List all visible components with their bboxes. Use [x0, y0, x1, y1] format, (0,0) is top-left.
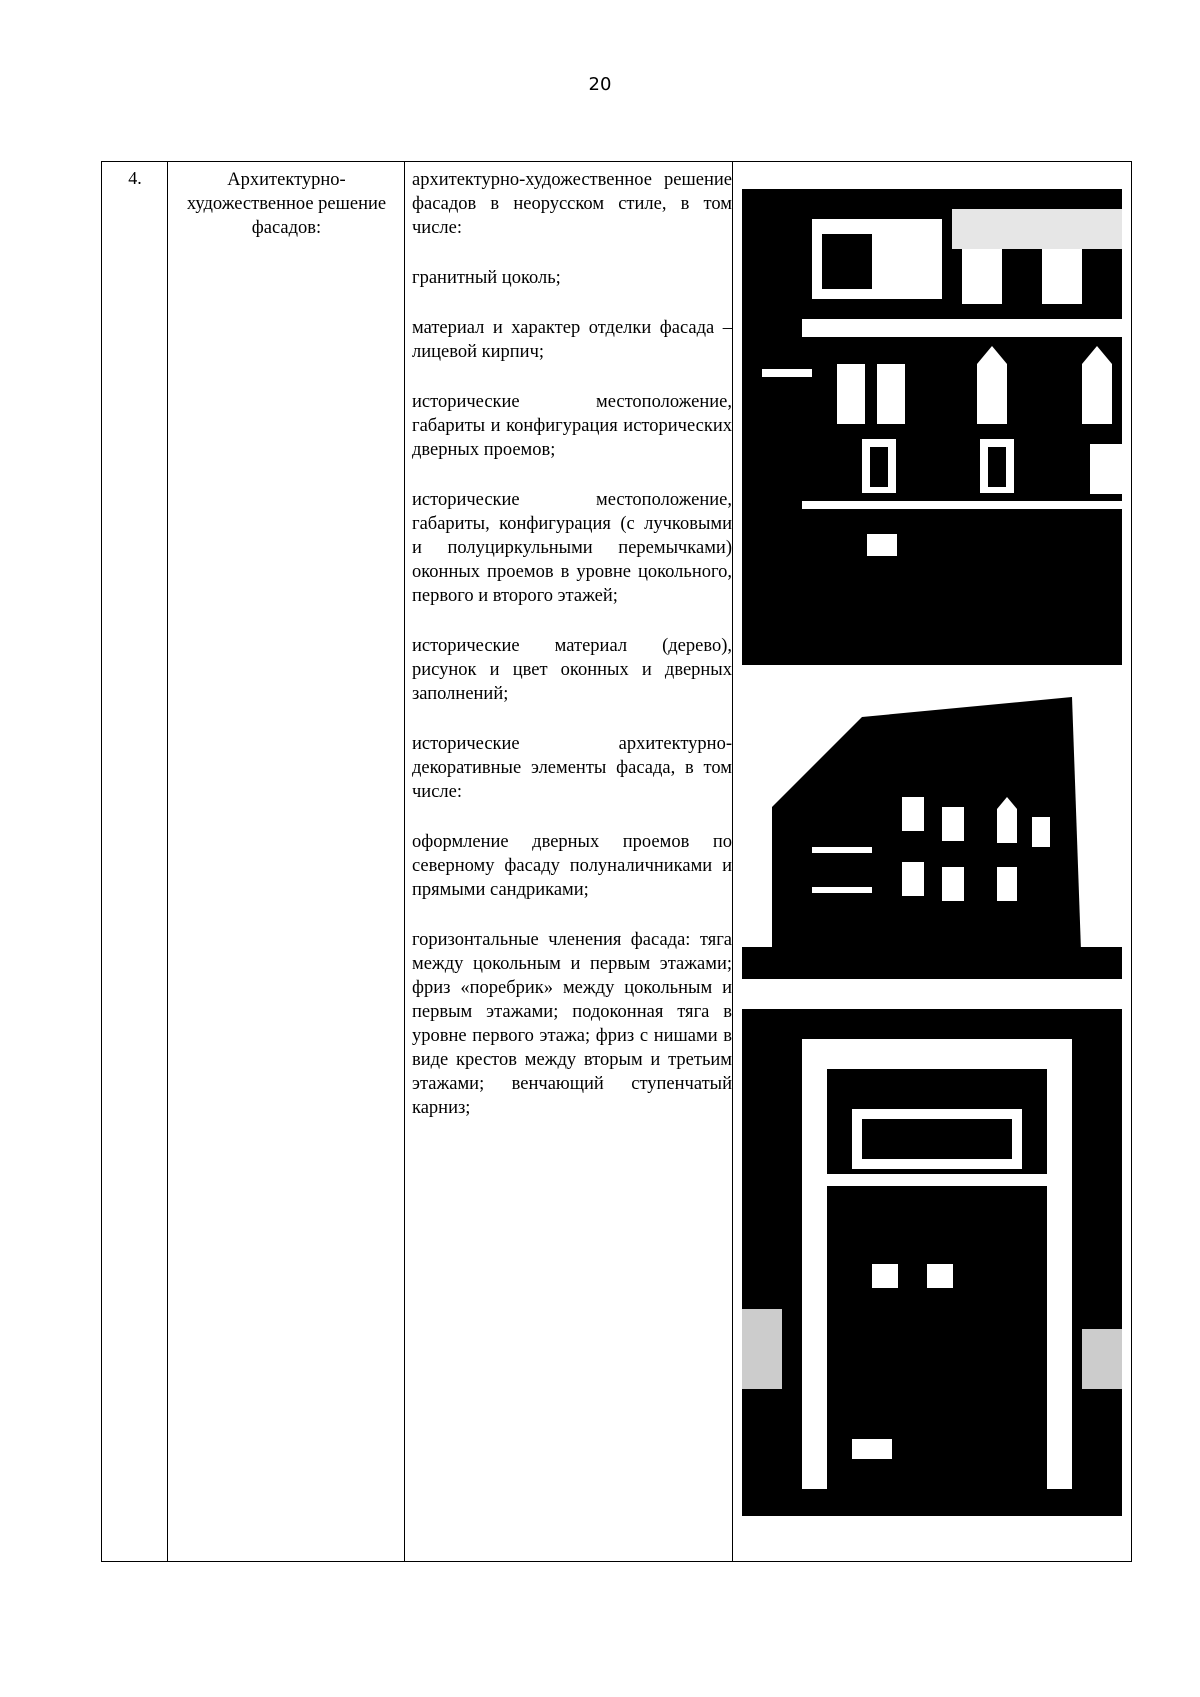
doorway-photo	[742, 1009, 1122, 1516]
row-title: Архитектурно-художественное решение фасадов:	[186, 170, 387, 238]
paragraph-8: оформление дверных проемов по северному фасаду полуналичниками и прямыми сандриками;	[412, 832, 732, 900]
column-divider-2	[404, 162, 405, 1561]
paragraph-1: архитектурно-художественное решение фасадов в неорусском стиле, в том числе:	[412, 170, 732, 238]
paragraph-7: исторические архитектурно-декоративные элементы фасада, в том числе:	[412, 734, 732, 802]
column-divider-3	[732, 162, 733, 1561]
column-divider-1	[167, 162, 168, 1561]
paragraph-4: исторические местоположение, габариты и конфигурация исторических дверных проемов;	[412, 392, 732, 460]
row-number: 4.	[128, 168, 142, 188]
description-cell	[412, 168, 732, 1146]
paragraph-6: исторические материал (дерево), рисунок и цвет оконных и дверных заполнений;	[412, 636, 732, 704]
paragraph-5: исторические местоположение, габариты, конфигурация (с лучковыми и полуциркульными перемычками) оконных проемов в уровне цокольного, первого и второго этажей;	[412, 490, 732, 606]
facade-photo-2	[742, 697, 1122, 979]
heritage-table	[101, 161, 1132, 1562]
page-number: 20	[588, 74, 612, 95]
paragraph-9: горизонтальные членения фасада: тяга между цокольным и первым этажами; фриз «поребрик» между цокольным и первым этажами; подоконная тяга в уровне первого этажа; фриз с нишами в виде крестов между вторым и третьим этажами; венчающий ступенчатый карниз;	[412, 930, 732, 1118]
paragraph-2: гранитный цоколь;	[412, 268, 561, 288]
facade-photo-1	[742, 189, 1122, 665]
paragraph-3: материал и характер отделки фасада – лицевой кирпич;	[412, 318, 732, 362]
